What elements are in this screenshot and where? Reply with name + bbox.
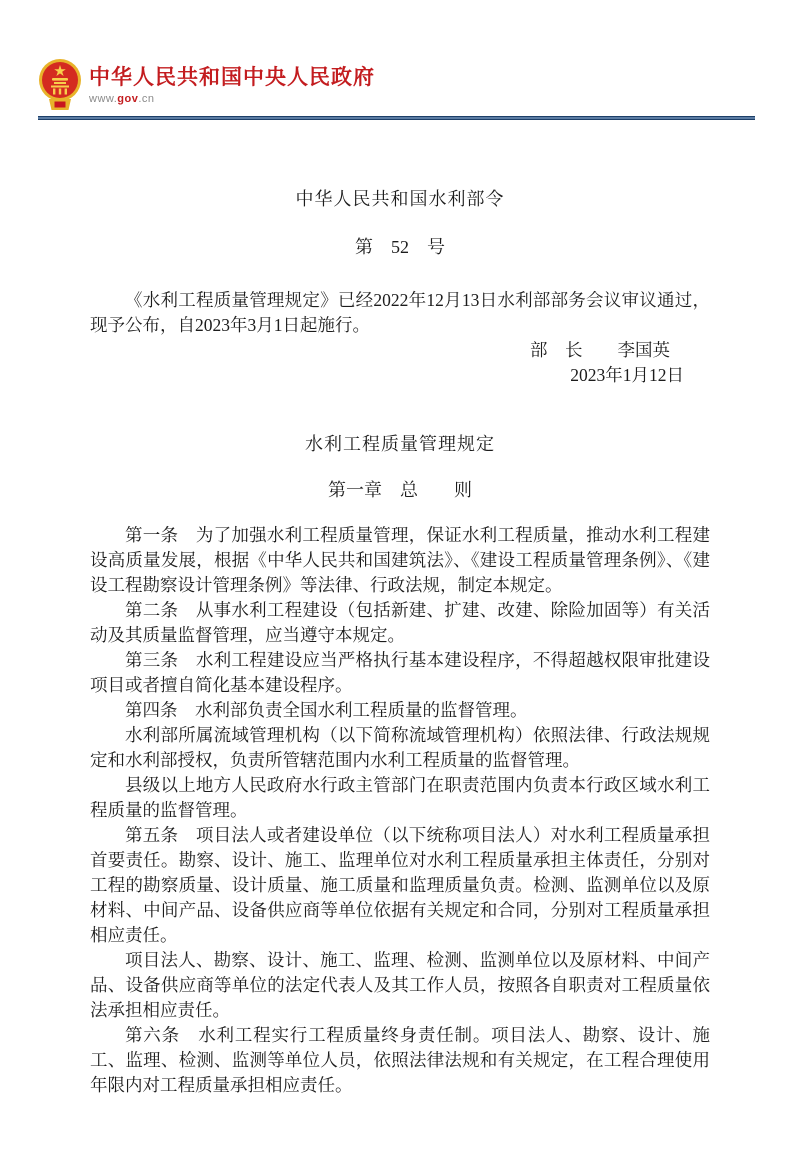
article-paragraph: 县级以上地方人民政府水行政主管部门在职责范围内负责本行政区域水利工程质量的监督管理。 (90, 775, 710, 820)
url-www: www. (89, 93, 118, 105)
url-gov: gov (117, 93, 139, 105)
chapter-title: 第一章 总 则 (328, 480, 472, 500)
site-url (89, 93, 375, 105)
article-paragraph: 水利部所属流域管理机构（以下简称流域管理机构）依照法律、行政法规规定和水利部授权，负责所管辖范围内水利工程质量的监督管理。 (90, 725, 710, 770)
signature-date: 2023年1月12日 (570, 365, 684, 385)
order-number: 第 52 号 (355, 237, 445, 257)
site-title: 中华人民共和国中央人民政府 (89, 66, 375, 89)
article-paragraph: 第二条 从事水利工程建设（包括新建、扩建、改建、除险加固等）有关活动及其质量监督管理，应当遵守本规定。 (90, 600, 710, 645)
preamble-paragraph: 《水利工程质量管理规定》已经2022年12月13日水利部部务会议审议通过，现予公布，自2023年3月1日起施行。 (90, 290, 710, 335)
signature-block (90, 338, 710, 388)
header-divider (38, 116, 755, 120)
article-paragraph: 第三条 水利工程建设应当严格执行基本建设程序，不得超越权限审批建设项目或者擅自简化基本建设程序。 (90, 650, 710, 695)
articles-section (90, 523, 710, 1158)
article-paragraph: 第五条 项目法人或者建设单位（以下统称项目法人）对水利工程质量承担首要责任。勘察、设计、施工、监理单位对水利工程质量承担主体责任，分别对工程的勘察质量、设计质量、施工质量和监理质量负责。检测、监测单位以及原材料、中间产品、设备供应商等单位依据有关规定和合同，分别对工程质量承担相应责任。 (90, 825, 710, 945)
national-emblem-icon (38, 58, 82, 112)
gov-home-link[interactable] (38, 58, 793, 112)
regulation-title: 水利工程质量管理规定 (305, 434, 495, 454)
site-header (0, 58, 793, 120)
brand-text (89, 58, 375, 105)
document-body (90, 188, 710, 1158)
article-paragraph: 第四条 水利部负责全国水利工程质量的监督管理。 (125, 700, 528, 720)
article-paragraph: 项目法人、勘察、设计、施工、监理、检测、监测单位以及原材料、中间产品、设备供应商等单位的法定代表人及其工作人员，按照各自职责对工程质量依法承担相应责任。 (90, 950, 710, 1020)
signature-minister: 部 长 李国英 (530, 340, 670, 360)
article-paragraph: 第一条 为了加强水利工程质量管理，保证水利工程质量，推动水利工程建设高质量发展，根据《中华人民共和国建筑法》、《建设工程质量管理条例》、《建设工程勘察设计管理条例》等法律、行政法规，制定本规定。 (90, 525, 710, 595)
url-cn: .cn (138, 93, 155, 105)
order-title: 中华人民共和国水利部令 (295, 189, 505, 209)
article-paragraph: 第六条 水利工程实行工程质量终身责任制。项目法人、勘察、设计、施工、监理、检测、监测等单位人员，依照法律法规和有关规定，在工程合理使用年限内对工程质量承担相应责任。 (90, 1025, 710, 1095)
